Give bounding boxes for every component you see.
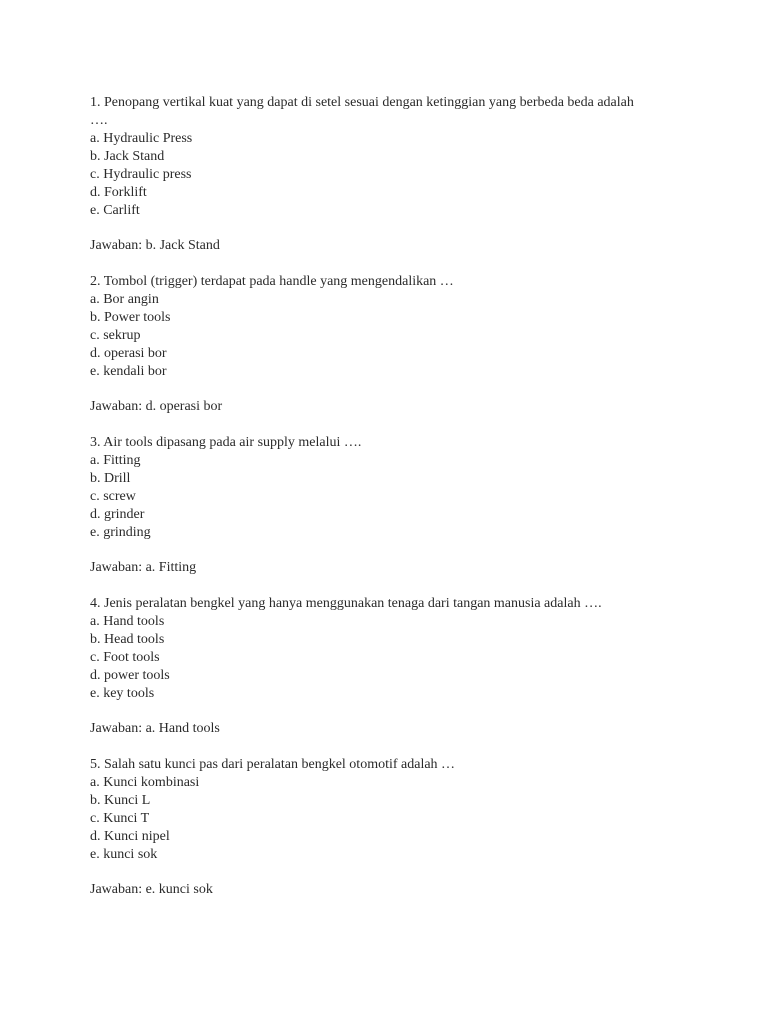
option-b: b. Jack Stand <box>90 149 165 164</box>
option-e: e. grinding <box>90 525 151 540</box>
question-text-continuation: …. <box>90 113 108 128</box>
option-list <box>90 613 710 703</box>
option-d: d. Kunci nipel <box>90 829 170 844</box>
question-5 <box>90 756 710 899</box>
option-b: b. Power tools <box>90 310 171 325</box>
option-b: b. Kunci L <box>90 793 151 808</box>
option-a: a. Bor angin <box>90 292 159 307</box>
answer-text: Jawaban: b. Jack Stand <box>90 238 220 253</box>
option-d: d. Forklift <box>90 185 147 200</box>
question-2 <box>90 273 710 416</box>
question-text: 3. Air tools dipasang pada air supply melalui …. <box>90 435 362 450</box>
question-text: 4. Jenis peralatan bengkel yang hanya menggunakan tenaga dari tangan manusia adalah …. <box>90 596 602 611</box>
question-text: 5. Salah satu kunci pas dari peralatan bengkel otomotif adalah … <box>90 757 456 772</box>
option-e: e. Carlift <box>90 203 140 218</box>
option-a: a. Hydraulic Press <box>90 131 193 146</box>
option-a: a. Kunci kombinasi <box>90 775 200 790</box>
option-d: d. power tools <box>90 668 170 683</box>
answer-text: Jawaban: a. Hand tools <box>90 721 220 736</box>
option-c: c. sekrup <box>90 328 141 343</box>
question-text: 2. Tombol (trigger) terdapat pada handle yang mengendalikan … <box>90 274 454 289</box>
option-d: d. operasi bor <box>90 346 167 361</box>
question-1 <box>90 94 710 255</box>
option-list <box>90 774 710 864</box>
option-e: e. key tools <box>90 686 155 701</box>
option-c: c. Hydraulic press <box>90 167 192 182</box>
document-body <box>90 94 710 917</box>
option-a: a. Hand tools <box>90 614 165 629</box>
question-3 <box>90 434 710 577</box>
option-b: b. Drill <box>90 471 131 486</box>
option-c: c. Kunci T <box>90 811 150 826</box>
answer-text: Jawaban: a. Fitting <box>90 560 197 575</box>
answer-text: Jawaban: e. kunci sok <box>90 882 213 897</box>
question-4 <box>90 595 710 738</box>
option-e: e. kendali bor <box>90 364 167 379</box>
question-text: 1. Penopang vertikal kuat yang dapat di setel sesuai dengan ketinggian yang berbeda beda adalah <box>90 95 634 110</box>
option-list <box>90 452 710 542</box>
option-d: d. grinder <box>90 507 145 522</box>
option-list <box>90 130 710 220</box>
option-e: e. kunci sok <box>90 847 158 862</box>
option-list <box>90 291 710 381</box>
option-c: c. screw <box>90 489 136 504</box>
option-a: a. Fitting <box>90 453 141 468</box>
answer-text: Jawaban: d. operasi bor <box>90 399 223 414</box>
option-c: c. Foot tools <box>90 650 160 665</box>
option-b: b. Head tools <box>90 632 165 647</box>
